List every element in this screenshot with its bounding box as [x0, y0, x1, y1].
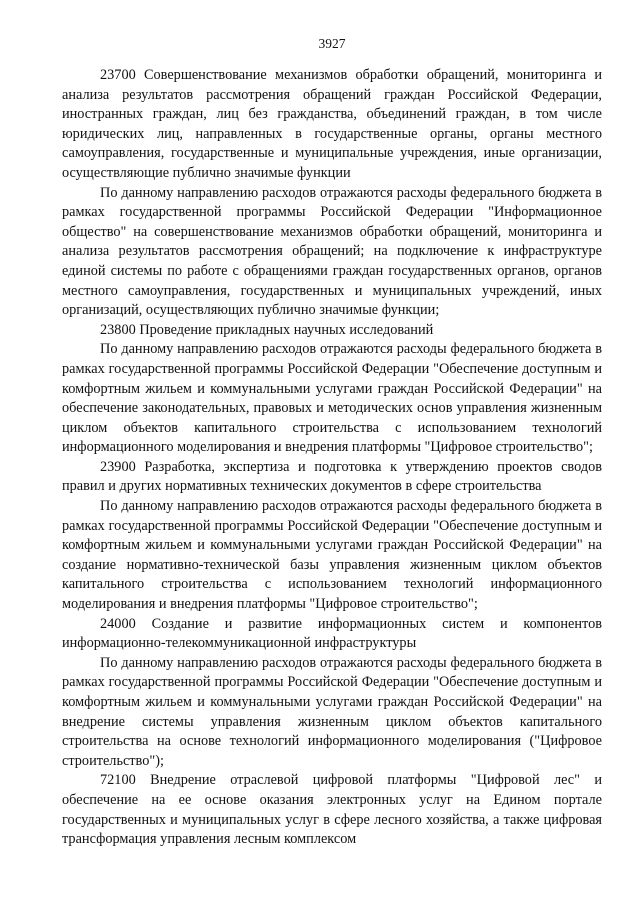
paragraph-72100-heading: 72100 Внедрение отраслевой цифровой платформы "Цифровой лес" и обеспечение на ее основе оказания электронных услуг на Едином портале государственных и муниципальных услуг в сфере лесного хозяйства, а также цифровая трансформация управления лесным комплексом	[62, 772, 602, 848]
paragraph-24000-description: По данному направлению расходов отражаются расходы федерального бюджета в рамках государственной программы Российской Федерации "Обеспечение доступным и комфортным жильем и коммунальными услугами граждан Российской Федерации" на внедрение системы управления жизненным циклом объектов капитального строительства на основе технологий информационного моделирования ("Цифровое строительство");	[62, 654, 602, 769]
document-body	[62, 66, 602, 850]
page-number: 3927	[318, 36, 346, 51]
paragraph-24000-heading: 24000 Создание и развитие информационных систем и компонентов информационно-телекоммуникационной инфраструктуры	[62, 615, 602, 652]
paragraph-23800-heading: 23800 Проведение прикладных научных исследований	[100, 321, 434, 338]
paragraph-23900-description: По данному направлению расходов отражаются расходы федерального бюджета в рамках государственной программы Российской Федерации "Обеспечение доступным и комфортным жильем и коммунальными услугами граждан Российской Федерации" на создание нормативно-технической базы управления жизненным циклом объектов капитального строительства с использованием технологий информационного моделирования и внедрения платформы "Цифровое строительство";	[62, 498, 602, 613]
paragraph-23800-description: По данному направлению расходов отражаются расходы федерального бюджета в рамках государственной программы Российской Федерации "Обеспечение доступным и комфортным жильем и коммунальными услугами граждан Российской Федерации" на обеспечение законодательных, правовых и методических основ управления жизненным циклом объектов капитального строительства с использованием технологий информационного моделирования и внедрения платформы "Цифровое строительство";	[62, 341, 602, 456]
paragraph-23700-heading: 23700 Совершенствование механизмов обработки обращений, мониторинга и анализа результатов рассмотрения обращений граждан Российской Федерации, иностранных граждан, лиц без гражданства, объединений граждан, в том числе юридических лиц, направленных в государственные органы, органы местного самоуправления, государственные и муниципальные учреждения, иные организации, осуществляющие публично значимые функции	[62, 67, 602, 181]
paragraph-23700-description: По данному направлению расходов отражаются расходы федерального бюджета в рамках государственной программы Российской Федерации "Информационное общество" на совершенствование механизмов обработки обращений, мониторинга и анализа результатов рассмотрения обращений; на подключение к инфраструктуре единой системы по работе с обращениями граждан государственных органов, органов местного самоуправления, государственных и муниципальных учреждений, иных организаций, осуществляющих публично значимые функции;	[62, 184, 602, 319]
paragraph-23900-heading: 23900 Разработка, экспертиза и подготовка к утверждению проектов сводов правил и других нормативных технических документов в сфере строительства	[62, 458, 602, 495]
